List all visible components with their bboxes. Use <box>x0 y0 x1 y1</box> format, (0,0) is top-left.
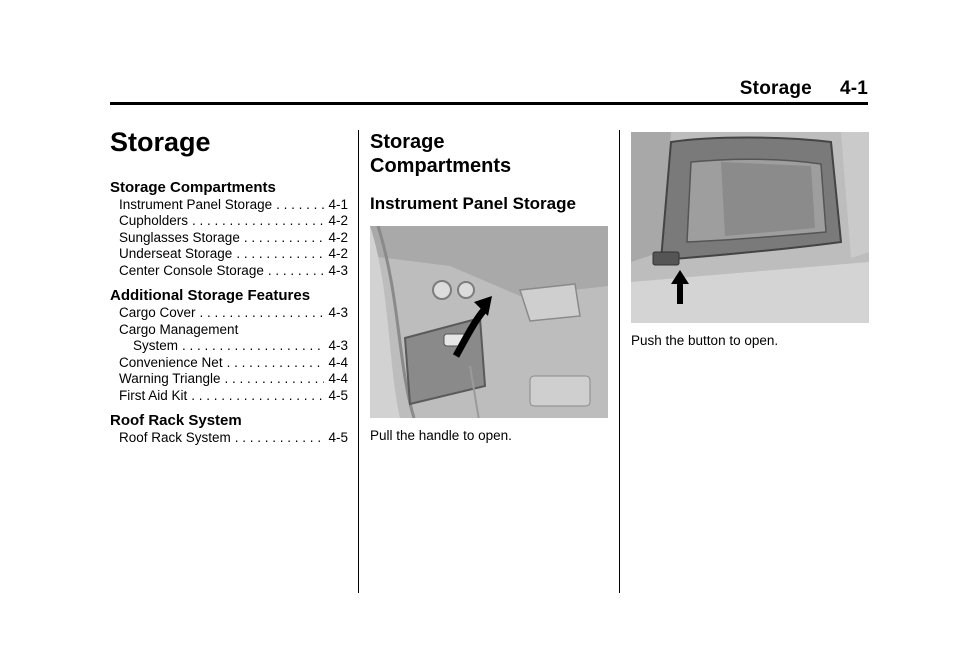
instrument-panel-drawing <box>370 226 608 418</box>
toc-heading: Roof Rack System <box>110 412 242 430</box>
figure-caption: Push the button to open. <box>631 333 779 348</box>
toc-entry[interactable] <box>119 388 348 405</box>
toc-entry[interactable] <box>119 213 348 230</box>
header-section: Storage <box>739 78 812 99</box>
toc-entry-text: Sunglasses Storage <box>119 229 240 245</box>
compartment-illustration <box>631 132 869 323</box>
figure-caption: Pull the handle to open. <box>370 428 512 443</box>
header-page-number: 4-1 <box>839 78 868 99</box>
toc-entry[interactable] <box>119 246 348 263</box>
column-divider <box>358 130 359 593</box>
toc-entry-text: System <box>133 338 179 354</box>
toc-entry-page: 4-2 <box>328 246 348 262</box>
toc-heading: Storage Compartments <box>110 178 276 196</box>
toc-entry-page: 4-2 <box>328 213 348 229</box>
chapter-title: Storage <box>110 127 211 157</box>
toc-entry-text: Cupholders <box>119 213 189 229</box>
toc-entry-page: 4-3 <box>328 338 348 354</box>
toc-group <box>110 287 348 404</box>
toc-entry-text: Roof Rack System <box>119 430 231 446</box>
instrument-panel-illustration <box>370 226 608 418</box>
toc-entry-page: 4-1 <box>328 196 348 212</box>
toc-entry-text: Warning Triangle <box>119 371 221 387</box>
compartment-column <box>631 120 869 349</box>
section-title-line: Storage <box>370 131 445 153</box>
toc-group <box>110 412 348 447</box>
section-title <box>370 130 608 178</box>
toc-entry-text: Center Console Storage <box>119 262 264 278</box>
toc-entry-text: First Aid Kit <box>119 387 188 403</box>
toc-entry[interactable] <box>119 305 348 322</box>
toc-entry[interactable] <box>119 371 348 388</box>
column-divider <box>619 130 620 593</box>
toc-entry[interactable] <box>119 230 348 247</box>
toc-entry-page: 4-5 <box>328 387 348 403</box>
toc-entry-page: 4-4 <box>328 354 348 370</box>
toc-entry-text: Underseat Storage <box>119 246 233 262</box>
running-header <box>740 78 868 100</box>
toc-entry-text[interactable]: Cargo Management <box>119 321 239 337</box>
chapter-toc-column <box>110 120 348 447</box>
toc-entry-text: Instrument Panel Storage <box>119 196 273 212</box>
toc-entry[interactable] <box>119 197 348 214</box>
section-title-line: Compartments <box>370 155 512 177</box>
toc-heading: Additional Storage Features <box>110 287 311 305</box>
toc-entry[interactable] <box>119 355 348 372</box>
toc-entry-page: 4-5 <box>328 430 348 446</box>
toc-entry-page: 4-3 <box>328 262 348 278</box>
toc-entry-page: 4-2 <box>328 229 348 245</box>
toc-entry-page: 4-4 <box>328 371 348 387</box>
toc-entry-text: Cargo Cover <box>119 305 196 321</box>
compartment-drawing <box>631 132 869 323</box>
toc-entry[interactable] <box>119 263 348 280</box>
instrument-panel-column <box>370 120 608 444</box>
toc-entry-text: Convenience Net <box>119 354 223 370</box>
header-rule <box>110 102 868 105</box>
subsection-title: Instrument Panel Storage <box>370 194 576 213</box>
toc-group <box>110 179 348 280</box>
toc-entry[interactable] <box>119 430 348 447</box>
toc-entry-page: 4-3 <box>328 305 348 321</box>
toc-entry[interactable] <box>133 338 348 355</box>
